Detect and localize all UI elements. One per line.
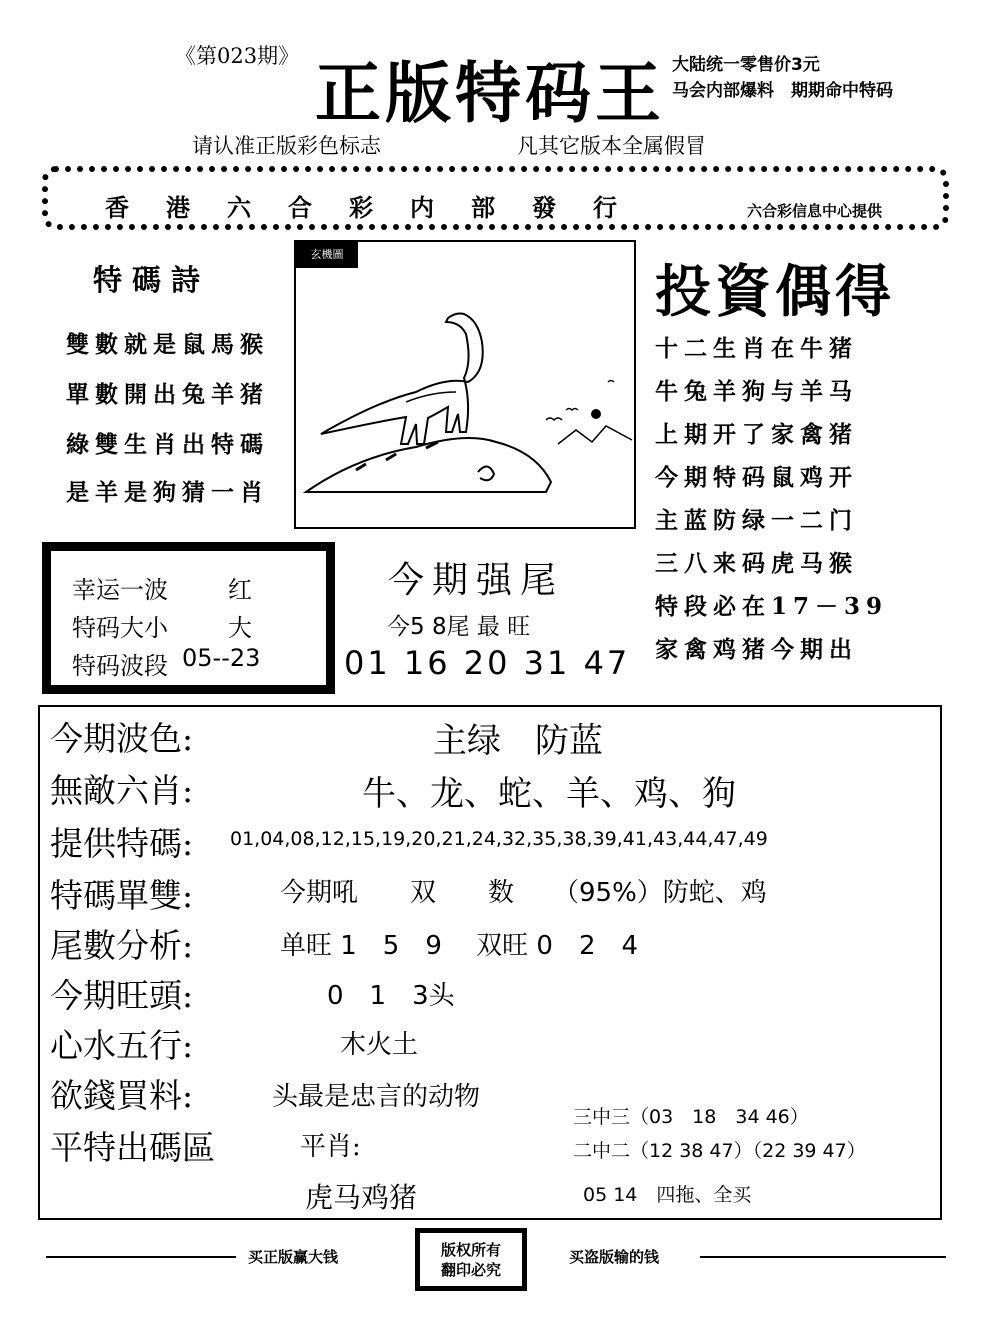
banner-title: 香港六合彩内部發行 (105, 193, 654, 222)
mystery-picture (294, 240, 636, 529)
lucky-size-value: 大 (228, 614, 252, 642)
invest-title: 投資偶得 (655, 259, 895, 325)
buy-value: 头最是忠言的动物 (272, 1082, 481, 1112)
lucky-range-label: 特码波段 (72, 652, 168, 680)
tail-label: 尾數分析: (50, 926, 194, 965)
copyright-box (415, 1228, 527, 1291)
page-title: 正版特码王 (315, 54, 665, 132)
footer-rule-right (700, 1256, 946, 1258)
lucky-wave-value: 红 (228, 576, 252, 604)
provide-label: 提供特碼: (50, 824, 194, 863)
invest-line: 家禽鸡猪今期出 (655, 636, 858, 663)
notice-genuine: 请认准正版彩色标志 (192, 134, 381, 158)
invest-line: 三八来码虎马猴 (655, 550, 858, 577)
retail-price: 大陆统一零售价3元 (672, 55, 820, 75)
footer-rule-left (46, 1256, 236, 1258)
lucky-wave-label: 幸运一波 (72, 576, 168, 604)
provide-value: 01,04,08,12,15,19,20,21,24,32,35,38,39,41,43,44,47,49 (230, 828, 768, 850)
dinosaur-icon (296, 242, 634, 527)
head-label: 今期旺頭: (50, 976, 194, 1015)
odd-even-value: 今期吼 双 数 （95%）防蛇、鸡 (280, 878, 767, 908)
ping-sub-label: 平肖: (300, 1132, 361, 1162)
tail-value: 单旺 1 5 9 双旺 0 2 4 (280, 931, 639, 961)
ping-label: 平特出碼區 (50, 1128, 215, 1167)
tagline: 马会内部爆料 期期命中特码 (672, 81, 893, 101)
poem-title: 特碼詩 (93, 263, 211, 297)
odd-even-label: 特碼單雙: (50, 876, 194, 915)
three-in-three: 三中三（03 18 34 46） (573, 1106, 809, 1128)
footer-left-text: 买正版赢大钱 (248, 1248, 339, 1266)
invest-line: 今期特码鼠鸡开 (655, 464, 858, 491)
poem-line: 雙數就是鼠馬猴 (66, 331, 269, 358)
element-label: 心水五行: (50, 1026, 194, 1065)
poem-line: 是羊是狗猜一肖 (66, 479, 269, 506)
strong-tail-sub: 今5 8尾 最 旺 (387, 614, 531, 640)
strong-tail-title: 今期强尾 (388, 560, 565, 601)
copyright-line-1: 版权所有 (440, 1241, 501, 1259)
invest-line: 上期开了家禽猪 (655, 421, 858, 448)
notice-fake: 凡其它版本全属假冒 (517, 134, 706, 158)
poem-line: 綠雙生肖出特碼 (66, 431, 269, 458)
buy-label: 欲錢買料: (50, 1076, 194, 1115)
lucky-size-label: 特码大小 (72, 614, 168, 642)
color-value: 主绿 防蓝 (433, 721, 603, 761)
invest-line: 十二生肖在牛猪 (655, 335, 858, 362)
copyright-line-2: 翻印必究 (440, 1261, 501, 1279)
head-value: 0 1 3头 (327, 981, 455, 1011)
invest-line: 牛兔羊狗与羊马 (655, 378, 858, 405)
lucky-range-value: 05--23 (182, 644, 261, 672)
picture-label: 玄機圖 (296, 242, 358, 268)
strong-tail-numbers: 01 16 20 31 47 (344, 644, 631, 682)
banner-subtitle: 六合彩信息中心提供 (747, 202, 883, 220)
poem-line: 單數開出兔羊猪 (66, 381, 269, 408)
footer-right-text: 买盗版输的钱 (569, 1248, 660, 1266)
issue-number: 《第023期》 (175, 44, 300, 68)
element-value: 木火土 (340, 1030, 419, 1060)
drag-numbers: 05 14 四拖、全买 (583, 1184, 752, 1206)
invest-line: 特段必在17－39 (655, 593, 889, 620)
two-in-two: 二中二（12 38 47）（22 39 47） (573, 1140, 866, 1162)
six-zodiac-value: 牛、龙、蛇、羊、鸡、狗 (362, 774, 736, 814)
ping-value: 虎马鸡猪 (305, 1181, 418, 1214)
color-label: 今期波色: (50, 719, 194, 758)
six-zodiac-label: 無敵六肖: (50, 771, 194, 810)
invest-line: 主蓝防绿一二门 (655, 507, 858, 534)
